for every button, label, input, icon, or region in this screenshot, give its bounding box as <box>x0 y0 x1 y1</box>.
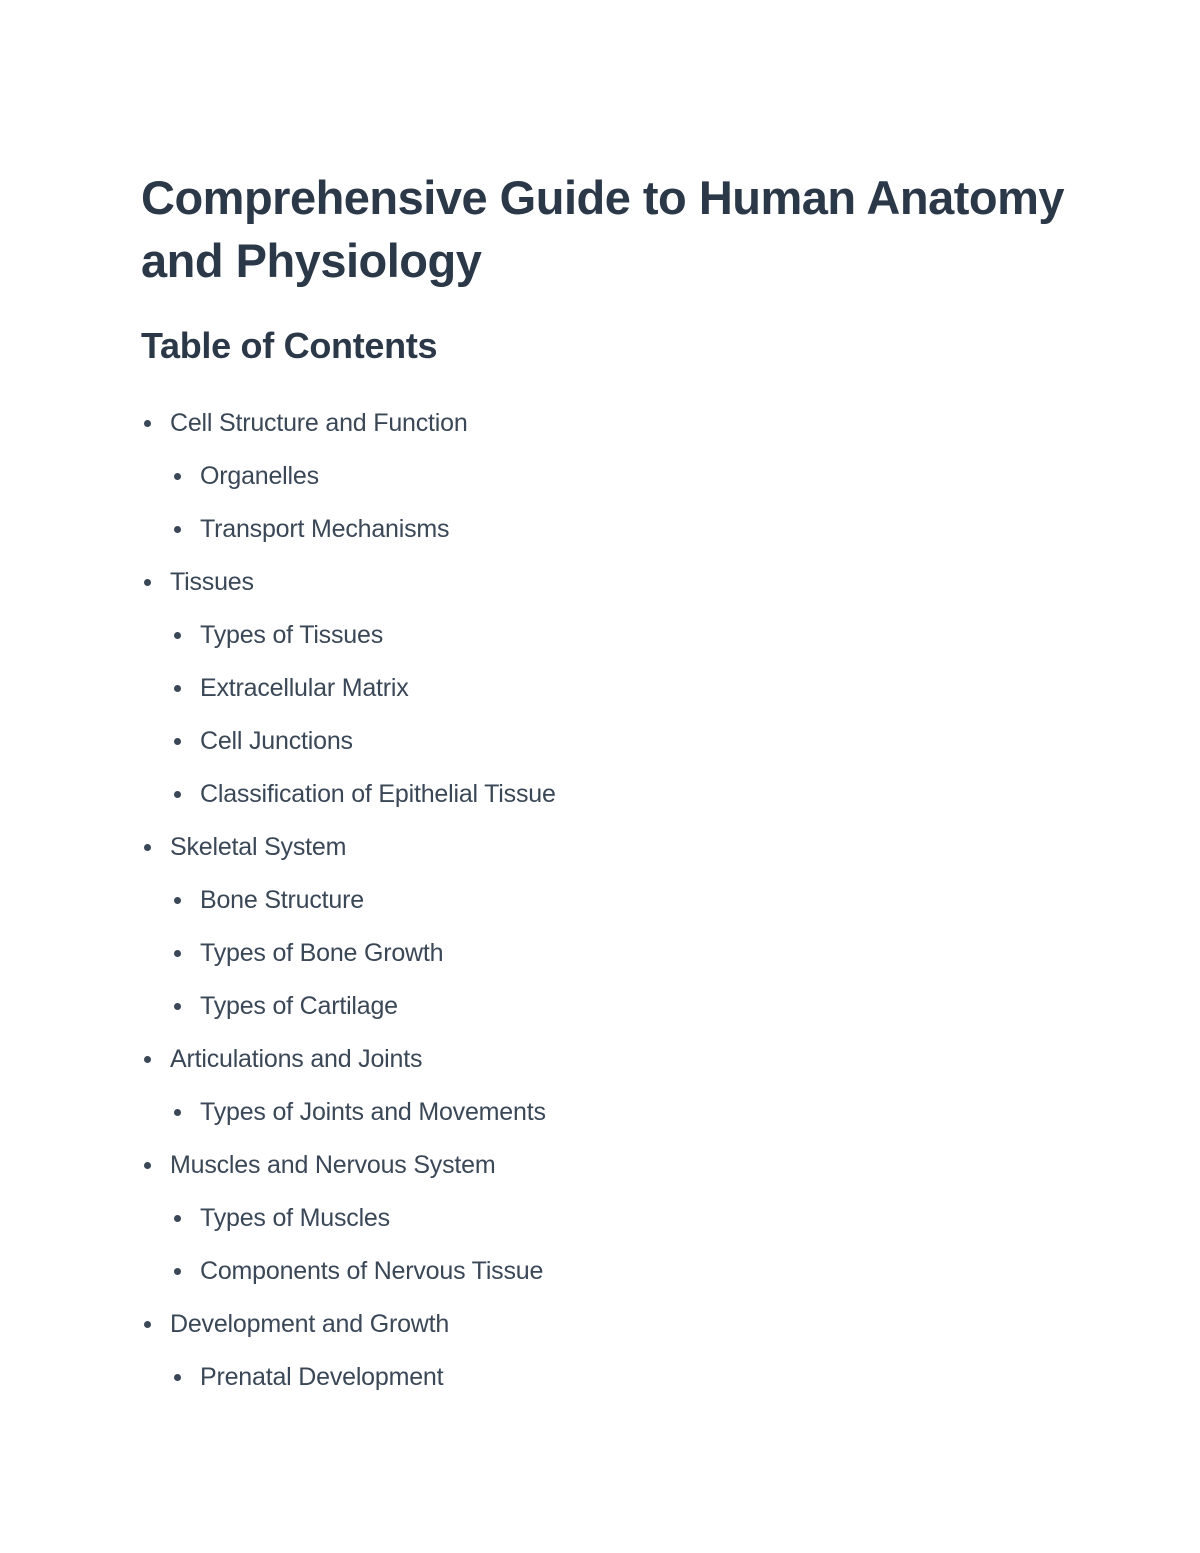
toc-item <box>141 1245 1081 1298</box>
toc-item <box>141 768 1081 821</box>
document-title: Comprehensive Guide to Human Anatomy and Physiology <box>141 171 1065 287</box>
toc-item <box>141 556 1081 609</box>
bullet-icon <box>174 1268 181 1275</box>
toc-item <box>141 1192 1081 1245</box>
bullet-icon <box>174 685 181 692</box>
bullet-icon <box>174 632 181 639</box>
bullet-icon <box>174 738 181 745</box>
bullet-icon <box>174 1374 181 1381</box>
toc-item <box>141 1351 1081 1404</box>
toc-item-label: Types of Cartilage <box>200 992 398 1020</box>
toc-item-label: Bone Structure <box>200 886 364 914</box>
toc-heading: Table of Contents <box>141 325 438 366</box>
bullet-icon <box>144 1162 151 1169</box>
toc-item <box>141 1086 1081 1139</box>
bullet-icon <box>174 1003 181 1010</box>
toc-item-label: Transport Mechanisms <box>200 515 450 543</box>
toc-item <box>141 609 1081 662</box>
bullet-icon <box>144 420 151 427</box>
bullet-icon <box>144 579 151 586</box>
toc-item-label: Muscles and Nervous System <box>170 1151 496 1179</box>
toc-item <box>141 450 1081 503</box>
toc-item-label: Prenatal Development <box>200 1363 444 1391</box>
toc-item-label: Cell Structure and Function <box>170 409 468 437</box>
toc-item-label: Development and Growth <box>170 1310 450 1338</box>
toc-item-label: Articulations and Joints <box>170 1045 423 1073</box>
toc-item-label: Types of Bone Growth <box>200 939 444 967</box>
bullet-icon <box>174 950 181 957</box>
toc-list <box>141 397 1081 1404</box>
toc-item-label: Cell Junctions <box>200 727 353 755</box>
toc-item <box>141 1033 1081 1086</box>
bullet-icon <box>174 791 181 798</box>
toc-item <box>141 397 1081 450</box>
toc-item-label: Organelles <box>200 462 319 490</box>
toc-item <box>141 1298 1081 1351</box>
toc-item-label: Classification of Epithelial Tissue <box>200 780 556 808</box>
bullet-icon <box>144 1321 151 1328</box>
bullet-icon <box>174 526 181 533</box>
bullet-icon <box>144 1056 151 1063</box>
toc-item <box>141 662 1081 715</box>
bullet-icon <box>144 844 151 851</box>
toc-item-label: Types of Muscles <box>200 1204 390 1232</box>
bullet-icon <box>174 1109 181 1116</box>
toc-item <box>141 1139 1081 1192</box>
toc-item-label: Extracellular Matrix <box>200 674 409 702</box>
toc-item-label: Types of Joints and Movements <box>200 1098 546 1126</box>
toc-item <box>141 503 1081 556</box>
toc-item-label: Tissues <box>170 568 254 596</box>
toc-item-label: Skeletal System <box>170 833 347 861</box>
bullet-icon <box>174 1215 181 1222</box>
bullet-icon <box>174 897 181 904</box>
toc-item <box>141 874 1081 927</box>
bullet-icon <box>174 473 181 480</box>
document-page <box>141 166 1081 1404</box>
toc-item <box>141 715 1081 768</box>
toc-item <box>141 821 1081 874</box>
toc-item <box>141 980 1081 1033</box>
toc-item-label: Types of Tissues <box>200 621 383 649</box>
toc-item <box>141 927 1081 980</box>
toc-item-label: Components of Nervous Tissue <box>200 1257 544 1285</box>
